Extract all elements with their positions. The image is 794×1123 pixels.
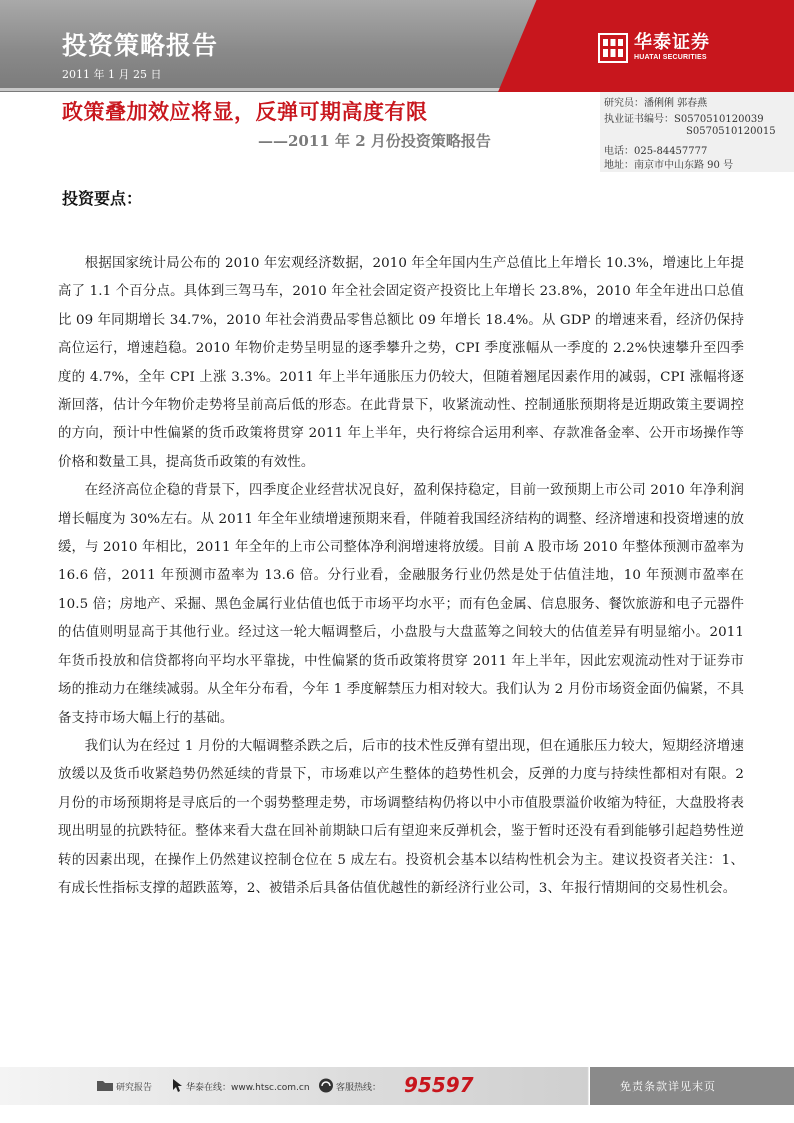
footer-hotline-label: 客服热线：: [336, 1083, 382, 1093]
analyst-researchers: 研究员：潘俐俐 郭春燕: [604, 98, 708, 109]
huatai-logo-icon: [598, 33, 628, 63]
analyst-license-2: S0570510120015: [686, 126, 776, 137]
company-logo: [598, 28, 738, 68]
footer-research-label: 研究报告: [116, 1083, 153, 1093]
report-type: 投资策略报告: [62, 31, 219, 60]
analyst-license-1: 执业证书编号：S0570510120039: [604, 114, 764, 125]
cursor-icon: [172, 1078, 184, 1093]
report-title: 政策叠加效应将显，反弹可期高度有限: [62, 100, 428, 124]
folder-icon: [96, 1078, 114, 1092]
analyst-panel: [600, 92, 794, 172]
analyst-address: 地址：南京市中山东路 90 号: [604, 160, 734, 171]
body-text: [58, 250, 744, 903]
headset-icon: [318, 1078, 334, 1093]
report-subtitle: ——2011 年 2 月份投资策略报告: [258, 132, 491, 150]
paragraph-macro: 根据国家统计局公布的 2010 年宏观经济数据，2010 年全年国内生产总值比上年增长 10.3%，增速比上年提高了 1.1 个百分点。具体到三驾马车，2010 年全社会固定资产投资比上年增长 23.8%，2010 年全年进出口总值比 09 年同期增长 34.7%，2010 年社会消费品零售总额比 09 年增长 18.4%。从 GDP 的增速来看，经济仍保持高位运行，增速趋稳。2010 年物价走势呈明显的逐季攀升之势，CPI 季度涨幅从一季度的 2.2%快速攀升至四季度的 4.7%，全年 CPI 上涨 3.3%。2011 年上半年通胀压力仍较大，但随着翘尾因素作用的减弱，CPI 涨幅将逐渐回落，估计今年物价走势将呈前高后低的形态。在此背景下，收紧流动性、控制通胀预期将是近期政策主要调控的方向，预计中性偏紧的货币政策将贯穿 2011 年上半年，央行将综合运用利率、存款准备金率、公开市场操作等价格和数量工具，提高货币政策的有效性。: [58, 256, 744, 470]
section-heading: 投资要点：: [62, 189, 143, 208]
paragraph-earnings: 在经济高位企稳的背景下，四季度企业经营状况良好，盈利保持稳定，目前一致预期上市公司 2010 年净利润增长幅度为 30%左右。从 2011 年全年业绩增速预期来看，伴随着我国经济结构的调整、经济增速和投资增速的放缓，与 2010 年相比，2011 年全年的上市公司整体净利润增速将放缓。目前 A 股市场 2010 年整体预测市盈率为 16.6 倍，2011 年预测市盈率为 13.6 倍。分行业看，金融服务行业仍然是处于估值洼地，10 年预测市盈率在 10.5 倍；房地产、采掘、黑色金属行业估值也低于市场平均水平；而有色金属、信息服务、餐饮旅游和电子元器件的估值则明显高于其他行业。经过这一轮大幅调整后，小盘股与大盘蓝筹之间较大的估值差异有明显缩小。2011 年货币投放和信贷都将向平均水平靠拢，中性偏紧的货币政策将贯穿 2011 年上半年，因此宏观流动性对于证券市场的推动力在继续减弱。从全年分布看，今年 1 季度解禁压力相对较大。我们认为 2 月份市场资金面仍偏紧，不具备支持市场大幅上行的基础。: [58, 483, 744, 726]
paragraph-outlook: 我们认为在经过 1 月份的大幅调整杀跌之后，后市的技术性反弹有望出现，但在通胀压力较大，短期经济增速放缓以及货币收紧趋势仍然延续的背景下，市场难以产生整体的趋势性机会，反弹的力度与持续性都相对有限。2 月份的市场预期将是寻底后的一个弱势整理走势，市场调整结构仍将以中小市值股票溢价收缩为特征，大盘股将表现出明显的抗跌特征。整体来看大盘在回补前期缺口后有望迎来反弹机会，鉴于暂时还没有看到能够引起趋势性逆转的因素出现，在操作上仍然建议控制仓位在 5 成左右。投资机会基本以结构性机会为主。建议投资者关注：1、有成长性指标支撑的超跌蓝筹，2、被错杀后具备估值优越性的新经济行业公司，3、年报行情期间的交易性机会。: [58, 738, 744, 896]
header-divider: [0, 88, 560, 91]
footer-hotline-number: 95597: [404, 1073, 474, 1097]
logo-name-en: HUATAI SECURITIES: [634, 54, 707, 61]
footer-website-link[interactable]: 华泰在线：www.htsc.com.cn: [186, 1083, 310, 1093]
analyst-phone: 电话：025-84457777: [604, 146, 708, 157]
footer-disclaimer: 免责条款详见末页: [620, 1080, 716, 1093]
report-date: 2011 年 1 月 25 日: [62, 68, 162, 81]
logo-name-cn: 华泰证券: [634, 32, 710, 53]
